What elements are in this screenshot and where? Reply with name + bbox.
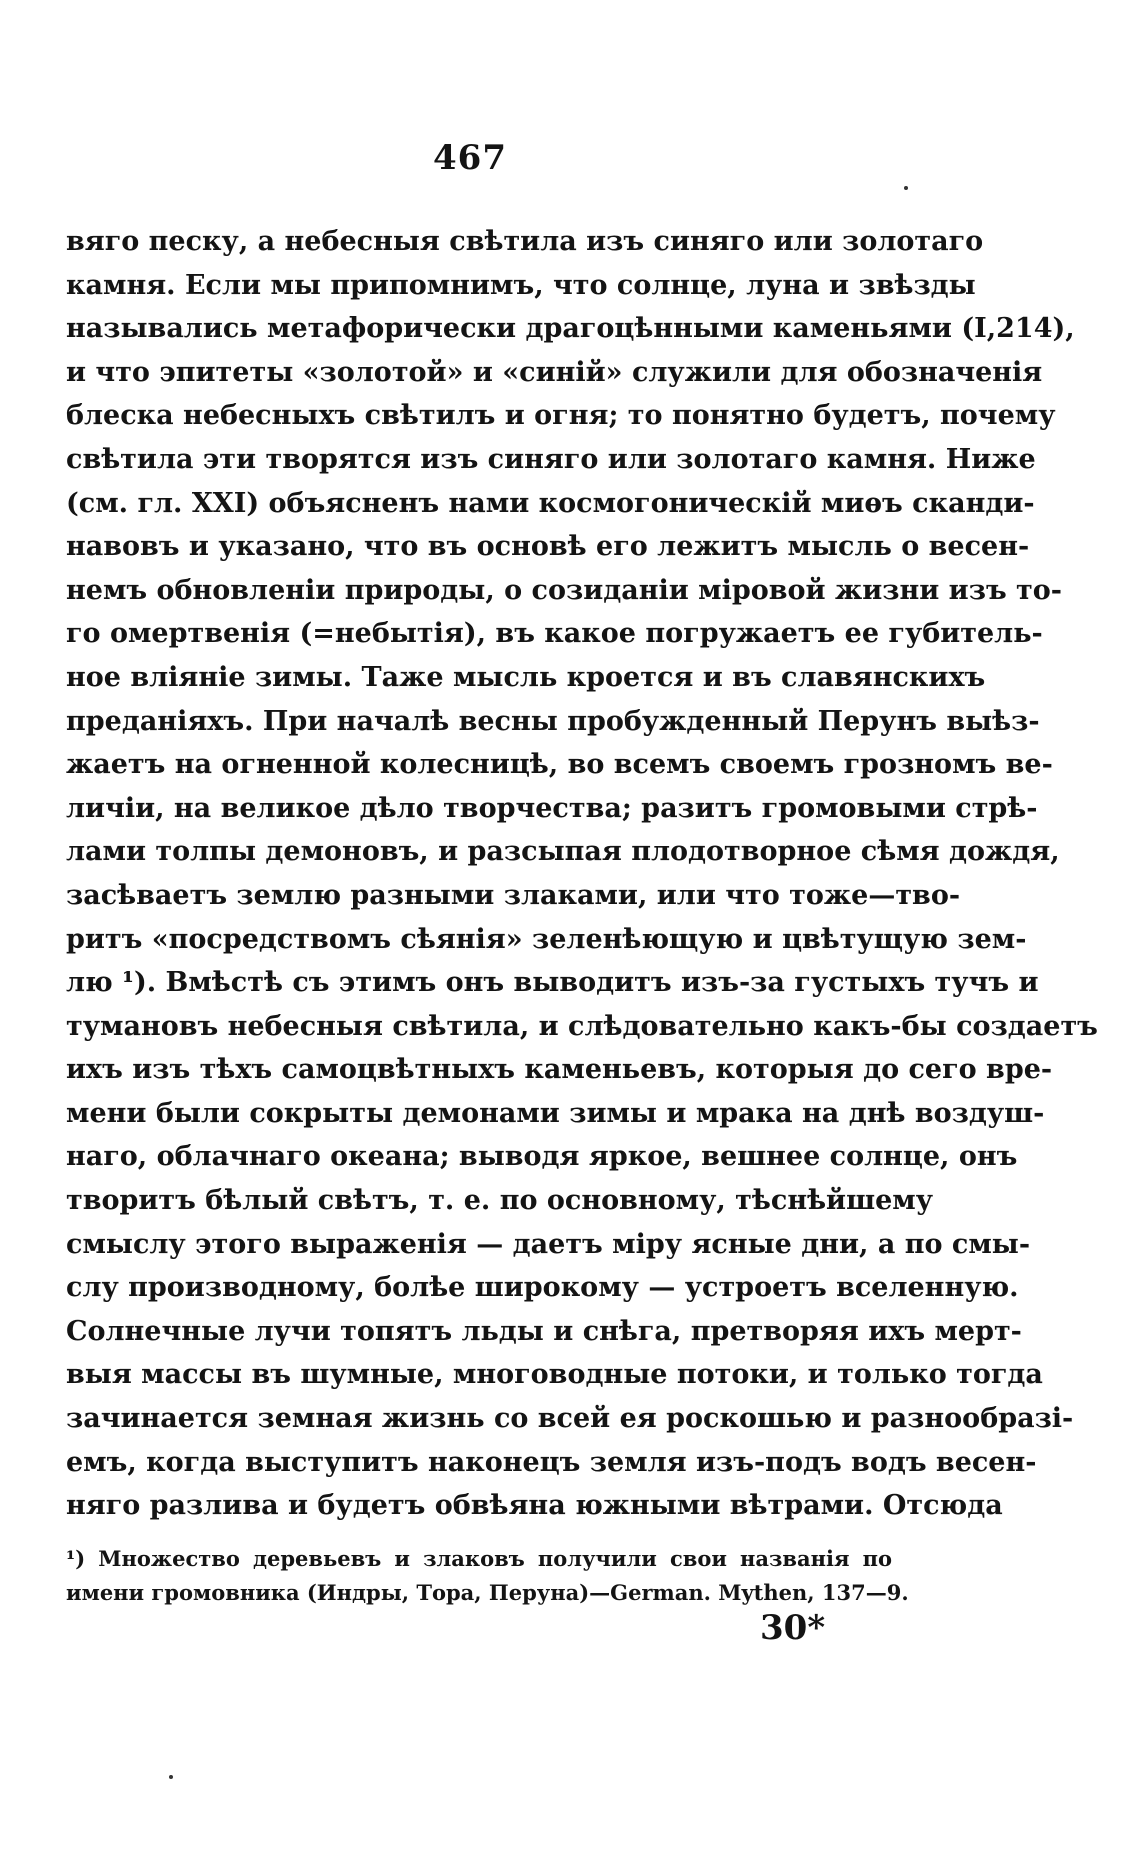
text-line: преданіяхъ. При началѣ весны пробужденный Перунъ выѣз- xyxy=(66,705,1040,737)
text-line: Солнечные лучи топятъ льды и снѣга, претворяя ихъ мерт- xyxy=(66,1315,1022,1347)
text-line: ное вліяніе зимы. Таже мысль кроется и въ славянскихъ xyxy=(66,661,986,693)
footnote xyxy=(66,1542,909,1610)
text-line: вяго песку, а небесныя свѣтила изъ синяго или золотаго xyxy=(66,226,984,257)
text-line: засѣваетъ землю разными злаками, или что тоже—тво- xyxy=(66,879,961,911)
text-line: мени были сокрыты демонами зимы и мрака на днѣ воздуш- xyxy=(66,1097,1045,1129)
text-line: выя массы въ шумные, многоводные потоки, и только тогда xyxy=(66,1359,1043,1391)
text-line: (см. гл. XXI) объясненъ нами космогоническій миѳъ сканди- xyxy=(66,487,1035,519)
text-line: свѣтила эти творятся изъ синяго или золотаго камня. Ниже xyxy=(66,443,1036,475)
text-line: лами толпы демоновъ, и разсыпая плодотворное сѣмя дождя, xyxy=(66,836,1060,868)
text-line: тумановъ небесныя свѣтила, и слѣдовательно какъ-бы создаетъ xyxy=(66,1010,1098,1042)
page-number: 467 xyxy=(433,138,507,178)
text-line: смыслу этого выраженія — даетъ міру ясные дни, а по смы- xyxy=(66,1228,1031,1260)
text-line: наго, облачнаго океана; выводя яркое, вешнее солнце, онъ xyxy=(66,1141,1018,1173)
print-speck xyxy=(904,186,908,190)
print-speck xyxy=(169,1775,173,1779)
text-line: блеска небесныхъ свѣтилъ и огня; то понятно будетъ, почему xyxy=(66,400,1056,432)
text-line: ритъ «посредствомъ сѣянія» зеленѣющую и цвѣтущую зем- xyxy=(66,923,1027,955)
text-line: назывались метафорически драгоцѣнными каменьями (I,214), xyxy=(66,313,1075,345)
text-line: творитъ бѣлый свѣтъ, т. е. по основному, тѣснѣйшему xyxy=(66,1185,934,1217)
text-line: камня. Если мы припомнимъ, что солнце, луна и звѣзды xyxy=(66,269,976,301)
text-line: зачинается земная жизнь со всей ея роскошью и разнообразі- xyxy=(66,1403,1074,1435)
text-line: го омертвенія (=небытія), въ какое погружаетъ ее губитель- xyxy=(66,618,1043,650)
text-line: слу производному, болѣе широкому — устроетъ вселенную. xyxy=(66,1272,1019,1304)
text-line: и что эпитеты «золотой» и «синій» служили для обозначенія xyxy=(66,356,1043,388)
text-line: лю ¹). Вмѣстѣ съ этимъ онъ выводитъ изъ-за густыхъ тучъ и xyxy=(66,967,1039,999)
text-line: няго разлива и будетъ обвѣяна южными вѣтрами. Отсюда xyxy=(66,1490,1003,1522)
text-line: немъ обновленіи природы, о созиданіи міровой жизни изъ то- xyxy=(66,574,1062,606)
text-line: емъ, когда выступитъ наконецъ земля изъ-подъ водъ весен- xyxy=(66,1446,1037,1478)
text-line: навовъ и указано, что въ основѣ его лежитъ мысль о весен- xyxy=(66,531,1030,563)
text-line: ихъ изъ тѣхъ самоцвѣтныхъ каменьевъ, которыя до сего вре- xyxy=(66,1054,1053,1086)
body-text xyxy=(66,220,1098,1528)
signature-mark: 30* xyxy=(760,1608,826,1648)
footnote-line: имени громовника (Индры, Тора, Перуна)—German. Mythen, 137—9. xyxy=(66,1580,909,1605)
text-line: личіи, на великое дѣло творчества; разитъ громовыми стрѣ- xyxy=(66,792,1038,824)
text-line: жаетъ на огненной колесницѣ, во всемъ своемъ грозномъ ве- xyxy=(66,749,1053,781)
footnote-line: ¹) Множество деревьевъ и злаковъ получили свои названія по xyxy=(66,1546,892,1571)
